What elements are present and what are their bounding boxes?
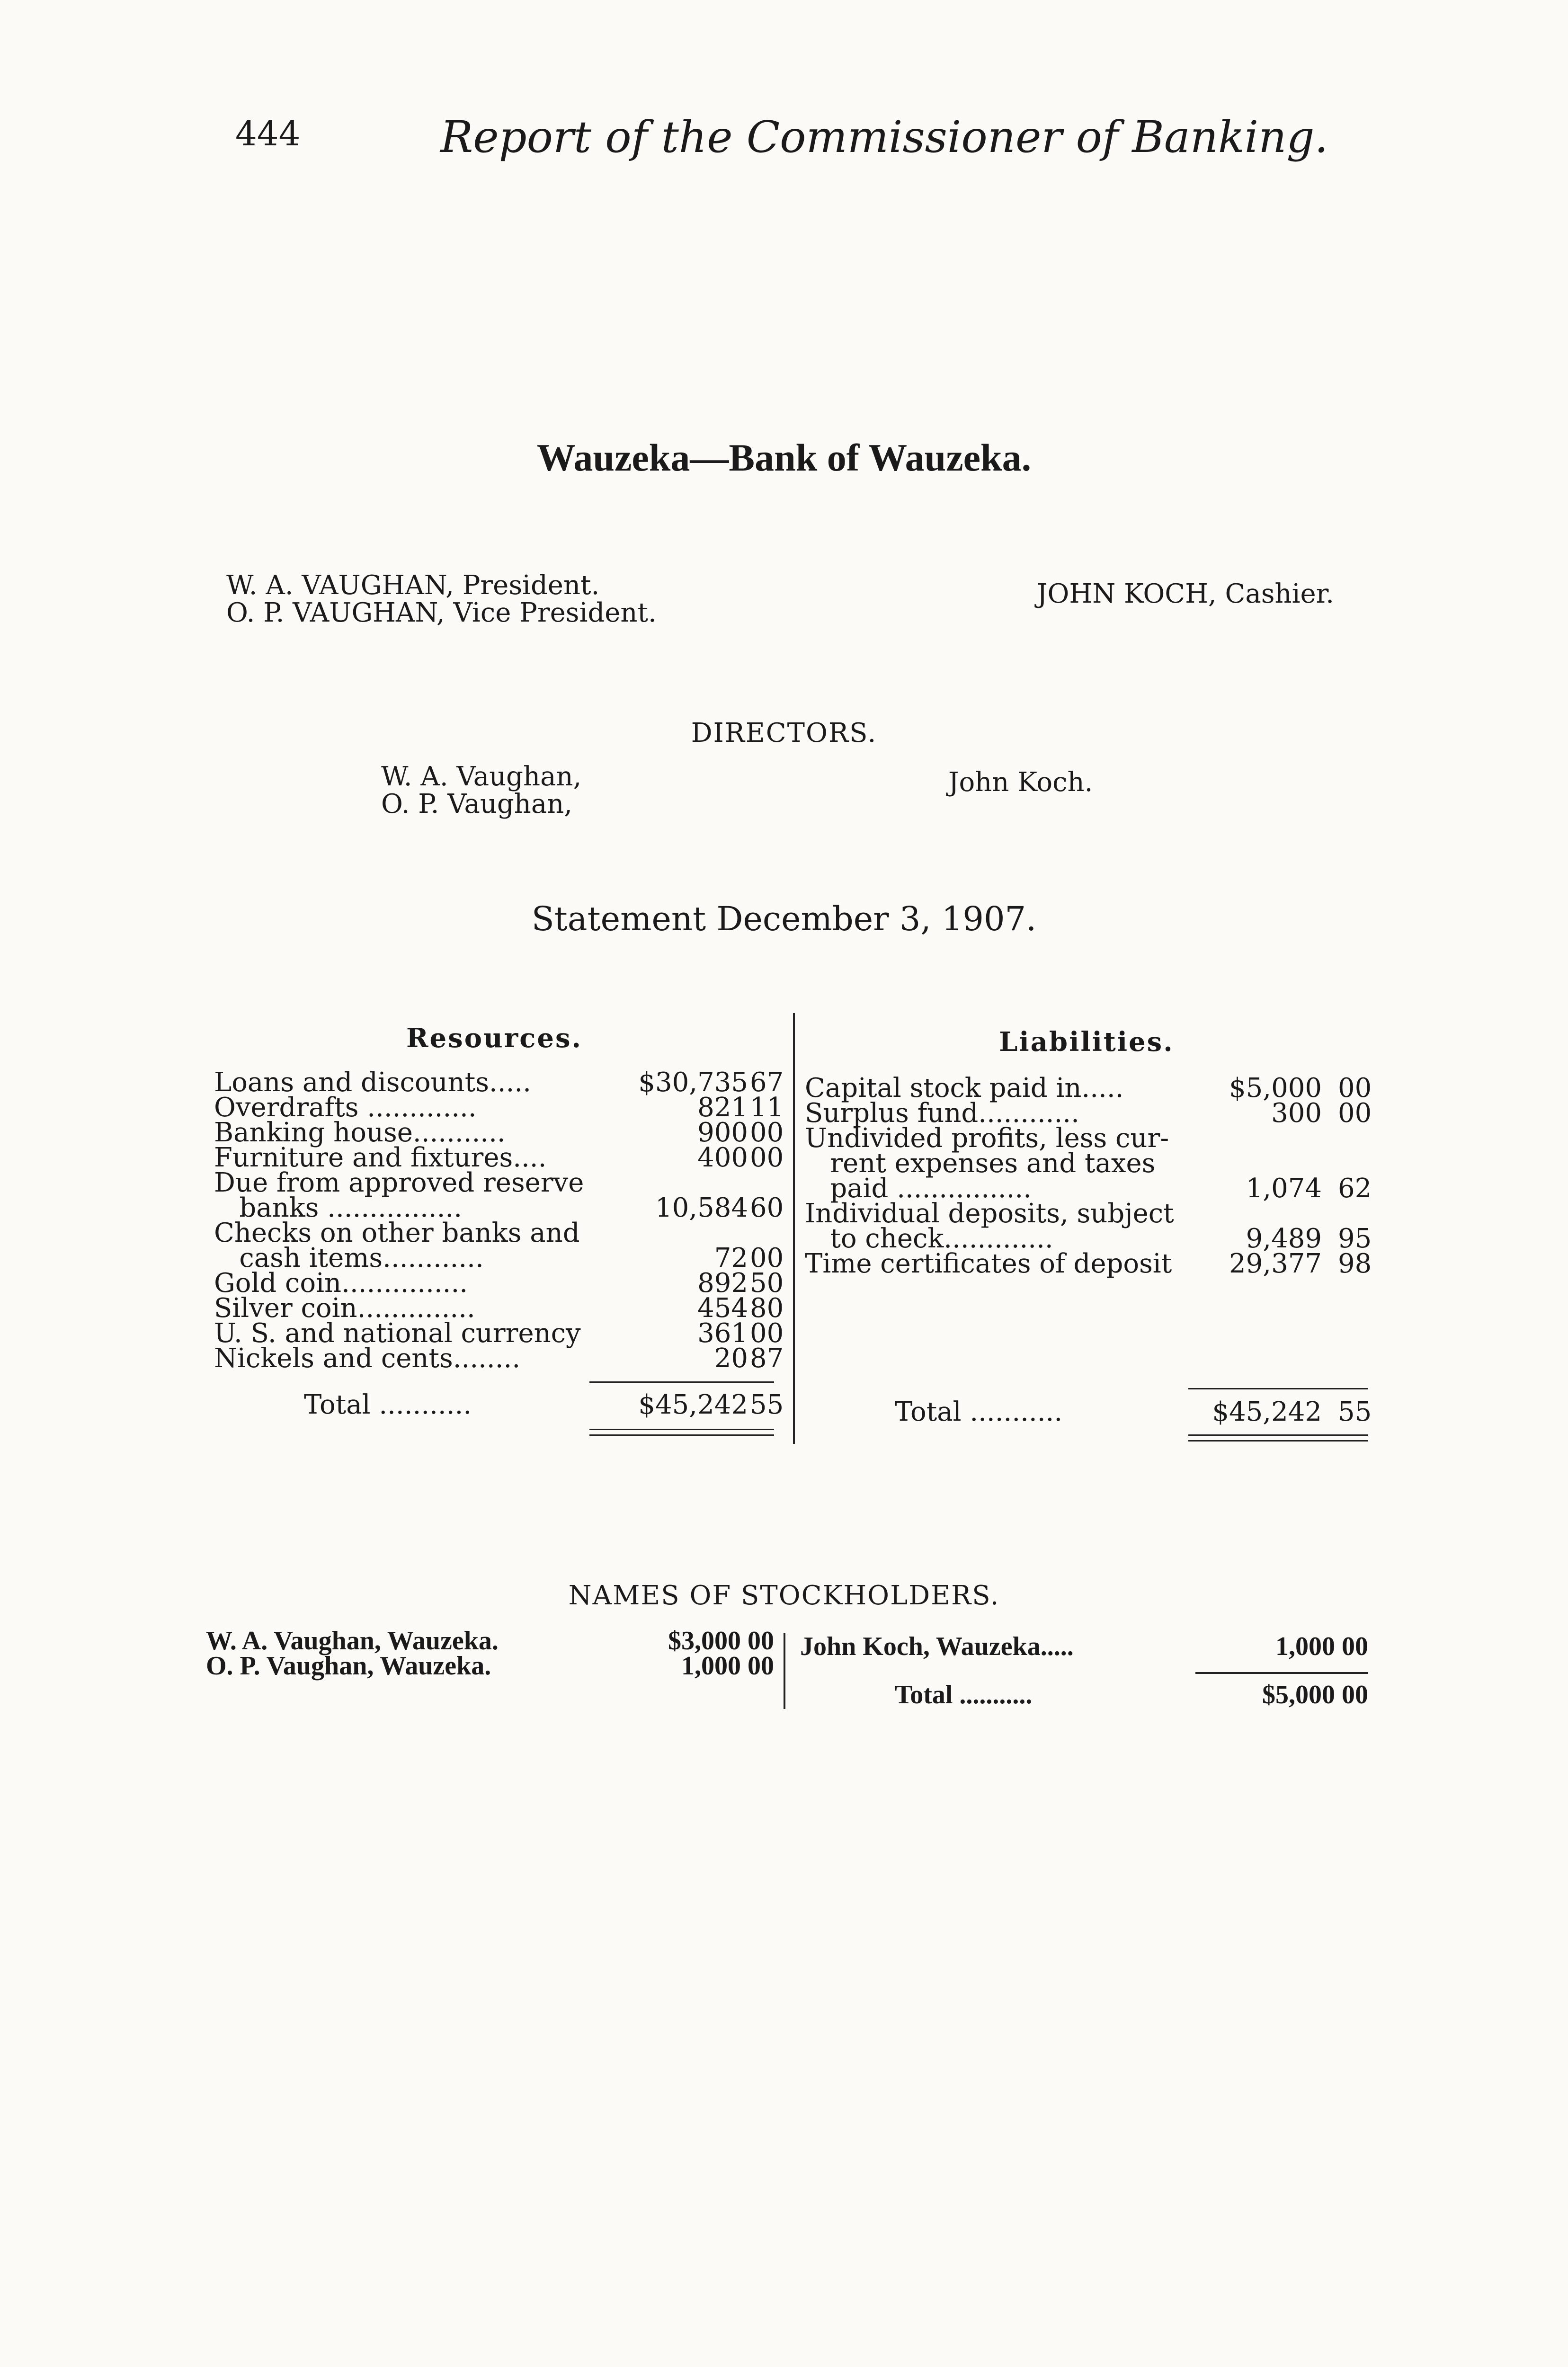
row-label: Surplus fund............	[805, 1098, 1079, 1129]
row-cents: 62	[1338, 1173, 1372, 1204]
row-label: Overdrafts .............	[214, 1092, 477, 1123]
table-row	[214, 1117, 787, 1148]
director-3: John Koch.	[948, 767, 1093, 798]
row-label: Furniture and fixtures....	[214, 1142, 547, 1173]
stockholders-total-row	[800, 1680, 1368, 1708]
row-dollars: 361	[697, 1318, 748, 1349]
row-cents: 87	[750, 1343, 784, 1374]
director-2: O. P. Vaughan,	[381, 789, 573, 819]
stockholders-total-rule	[1195, 1672, 1368, 1674]
table-row	[214, 1067, 787, 1098]
officers-left	[226, 572, 657, 627]
list-item	[206, 1651, 774, 1681]
row-cents: 00	[750, 1142, 784, 1173]
liabilities-total-rule-top	[1188, 1388, 1368, 1389]
row-cents: 50	[750, 1268, 784, 1299]
row-label: Silver coin..............	[214, 1293, 475, 1324]
resources-total-row	[214, 1389, 787, 1418]
row-dollars: 20	[714, 1343, 748, 1374]
list-item	[800, 1634, 1368, 1659]
stockholders-divider	[784, 1633, 785, 1709]
directors-heading: DIRECTORS.	[691, 718, 877, 748]
row-dollars: 29,377	[1229, 1248, 1322, 1279]
row-label: rent expenses and taxes	[805, 1148, 1156, 1179]
row-label: Time certificates of deposit	[805, 1248, 1172, 1279]
row-dollars: 9,489	[1246, 1223, 1322, 1254]
table-row	[214, 1318, 787, 1349]
running-title: Report of the Commissioner of Banking.	[440, 112, 1328, 162]
stockholders-total-amount: $5,000 00	[1262, 1680, 1368, 1709]
directors-left	[381, 763, 581, 818]
row-label: Individual deposits, subject	[805, 1198, 1174, 1229]
liabilities-double-rule-1	[1188, 1434, 1368, 1436]
row-dollars: 400	[697, 1142, 748, 1173]
stockholder-amount: 1,000 00	[1275, 1632, 1368, 1661]
row-cents: 00	[1338, 1073, 1372, 1103]
row-dollars: 454	[697, 1293, 748, 1324]
row-dollars: 821	[697, 1092, 748, 1123]
row-cents: 98	[1338, 1248, 1372, 1279]
row-cents: 00	[1338, 1098, 1372, 1129]
row-label: Gold coin...............	[214, 1268, 468, 1299]
stockholder-name: O. P. Vaughan, Wauzeka.	[206, 1651, 491, 1681]
table-row	[214, 1092, 787, 1123]
row-label: paid ................	[805, 1173, 1032, 1204]
officer-vice-president: O. P. VAUGHAN, Vice President.	[226, 597, 657, 628]
row-cents: 80	[750, 1293, 784, 1324]
table-row	[805, 1148, 1373, 1179]
stockholder-amount: $3,000 00	[668, 1626, 774, 1655]
liabilities-total-row	[805, 1397, 1373, 1425]
table-row	[214, 1268, 787, 1299]
resources-double-rule-1	[589, 1429, 774, 1430]
row-dollars: $5,000	[1229, 1073, 1322, 1103]
liabilities-total-cents: 55	[1338, 1397, 1372, 1427]
column-divider	[793, 1013, 795, 1444]
row-label: Undivided profits, less cur-	[805, 1123, 1169, 1154]
row-label: Due from approved reserve	[214, 1167, 584, 1198]
resources-heading: Resources.	[406, 1023, 583, 1054]
resources-total-cents: 55	[750, 1389, 784, 1420]
stockholders-right	[800, 1634, 1368, 1659]
row-label: Banking house...........	[214, 1117, 506, 1148]
bank-title: Wauzeka—Bank of Wauzeka.	[536, 436, 1032, 479]
table-row	[214, 1220, 787, 1246]
table-row	[214, 1167, 787, 1198]
table-row	[805, 1248, 1373, 1279]
table-row	[805, 1198, 1373, 1229]
row-dollars: 72	[714, 1243, 748, 1273]
row-cents: 00	[750, 1243, 784, 1273]
row-cents: 60	[750, 1192, 784, 1223]
resources-total-rule-top	[589, 1381, 774, 1383]
row-label: Capital stock paid in.....	[805, 1073, 1124, 1103]
officer-cashier: JOHN KOCH, Cashier.	[1037, 578, 1335, 609]
liabilities-double-rule-2	[1188, 1440, 1368, 1442]
table-row	[214, 1293, 787, 1324]
row-label: Nickels and cents........	[214, 1343, 521, 1374]
row-label: banks ................	[214, 1192, 462, 1223]
row-label: U. S. and national currency	[214, 1318, 581, 1349]
stockholder-name: W. A. Vaughan, Wauzeka.	[206, 1626, 499, 1655]
resources-total-dollars: $45,242	[638, 1389, 748, 1420]
stockholder-name: John Koch, Wauzeka.....	[800, 1632, 1074, 1661]
stockholders-left	[206, 1628, 774, 1679]
statement-title: Statement December 3, 1907.	[531, 899, 1037, 938]
row-cents: 11	[750, 1092, 784, 1123]
row-cents: 95	[1338, 1223, 1372, 1254]
row-dollars: $30,735	[638, 1067, 748, 1098]
row-dollars: 900	[697, 1117, 748, 1148]
stockholder-amount: 1,000 00	[681, 1651, 774, 1681]
table-row	[214, 1192, 787, 1223]
row-label: Loans and discounts.....	[214, 1067, 531, 1098]
liabilities-table	[805, 1073, 1373, 1279]
table-row	[805, 1073, 1373, 1103]
resources-total-label: Total ...........	[304, 1389, 472, 1420]
stockholders-total-label: Total ...........	[895, 1680, 1033, 1709]
table-row	[805, 1223, 1373, 1254]
row-dollars: 1,074	[1246, 1173, 1322, 1204]
officer-president: W. A. VAUGHAN, President.	[226, 570, 600, 601]
row-label: to check.............	[805, 1223, 1053, 1254]
row-cents: 00	[750, 1318, 784, 1349]
stockholders-heading: NAMES OF STOCKHOLDERS.	[568, 1580, 1000, 1611]
table-row	[214, 1243, 787, 1273]
row-label: Checks on other banks and	[214, 1218, 580, 1248]
resources-double-rule-2	[589, 1434, 774, 1436]
table-row	[805, 1123, 1373, 1154]
liabilities-total-dollars: $45,242	[1212, 1397, 1322, 1427]
liabilities-total-label: Total ...........	[895, 1397, 1063, 1427]
liabilities-heading: Liabilities.	[999, 1026, 1174, 1058]
table-row	[805, 1173, 1373, 1204]
list-item	[206, 1628, 774, 1654]
resources-table	[214, 1067, 787, 1374]
row-cents: 00	[750, 1117, 784, 1148]
row-label: cash items............	[214, 1243, 484, 1273]
director-1: W. A. Vaughan,	[381, 761, 582, 792]
table-row	[214, 1343, 787, 1374]
table-row	[214, 1142, 787, 1173]
row-cents: 67	[750, 1067, 784, 1098]
row-dollars: 10,584	[655, 1192, 748, 1223]
row-dollars: 892	[697, 1268, 748, 1299]
table-row	[805, 1098, 1373, 1129]
row-dollars: 300	[1271, 1098, 1322, 1129]
page-number: 444	[235, 114, 301, 153]
